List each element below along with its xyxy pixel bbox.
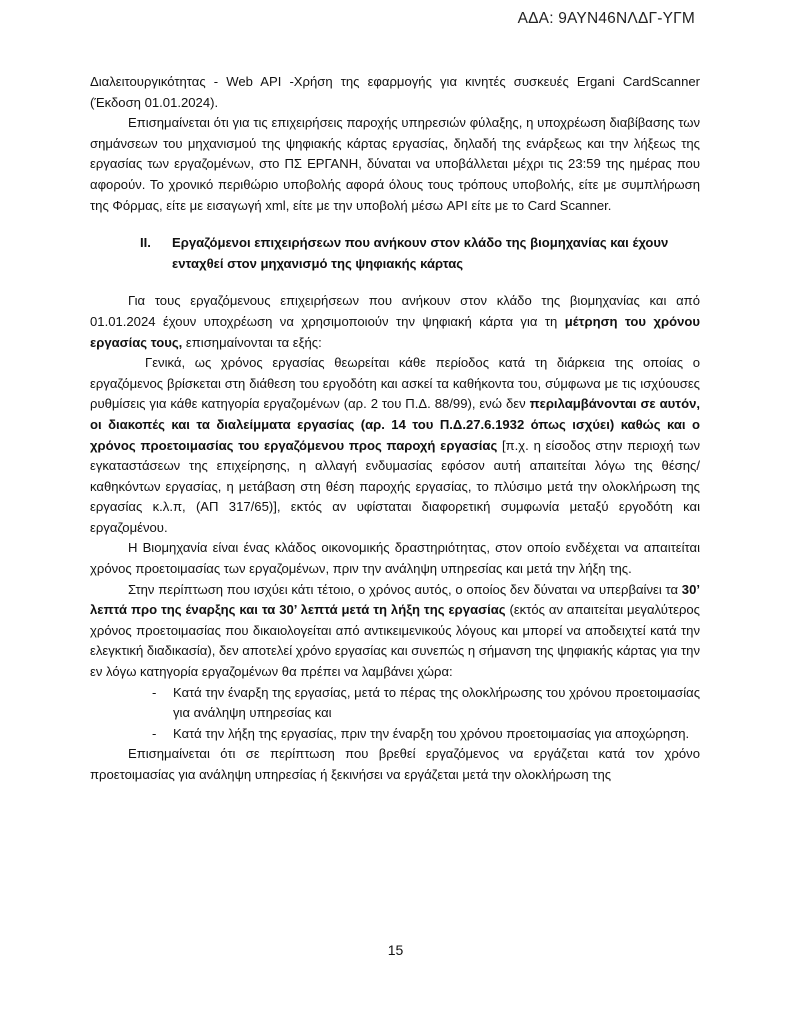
ada-code: ΑΔΑ: 9ΑΥΝ46ΝΛΔΓ-ΥΓΜ xyxy=(517,10,695,27)
paragraph: Η Βιομηχανία είναι ένας κλάδος οικονομικής δραστηριότητας, στον οποίο ενδέχεται να απαιτείται χρόνος προετοιμασίας των εργαζομένων, πριν την ανάληψη υπηρεσίας και μετά την λήξη της. xyxy=(90,540,700,577)
section-title: Εργαζόμενοι επιχειρήσεων που ανήκουν στον κλάδο της βιομηχανίας και έχουν ενταχθεί στον μηχανισμό της ψηφιακής κάρτας xyxy=(172,235,669,271)
paragraph: Διαλειτουργικότητας - Web API -Χρήση της εφαρμογής για κινητές συσκευές Ergani CardScanner (Έκδοση 01.01.2024). xyxy=(90,74,700,110)
list-item-text: Κατά την έναρξη της εργασίας, μετά το πέρας της ολοκλήρωσης του χρόνου προετοιμασίας για ανάληψη υπηρεσίας και xyxy=(173,684,700,721)
paragraph: Γενικά, ως χρόνος εργασίας θεωρείται κάθε περίοδος κατά τη διάρκεια της οποίας ο εργαζόμενος βρίσκεται στη διάθεση του εργοδότη και ασκεί τα καθήκοντα του, σύμφωνα με τις ισχύουσες ρυθμίσεις για κάθε κατηγορία εργαζομένων (αρ. 2 του Π.Δ. 88/99), ενώ δεν περιλαμβάνονται σε αυτόν, οι διακοπές και τα διαλείμματα εργασίας (αρ. 14 του Π.Δ.27.6.1932 όπως ισχύει) καθώς και ο χρόνος προετοιμασίας του εργαζόμενου προς παροχή εργασίας [π.χ. η είσοδος στην περιοχή των εγκαταστάσεων της επιχείρησης, η αλλαγή ενδυμασίας εφόσον αυτή απαιτείται λόγω της θέσης/καθηκόντων εργασίας, η μετάβαση στη θέση παροχής εργασίας, το πλύσιμο μετά την ολοκλήρωση της εργασίας κ.λ.π, (ΑΠ 317/65)], εκτός αν υφίσταται διαφορετική συμφωνία μεταξύ εργοδότη και εργαζομένου. xyxy=(90,355,701,535)
document-body xyxy=(90,72,700,786)
section-number: II. xyxy=(140,235,151,251)
bullet-dash: - xyxy=(152,684,157,700)
bullet-dash: - xyxy=(152,725,157,741)
paragraph: Επισημαίνεται ότι σε περίπτωση που βρεθεί εργαζόμενος να εργάζεται κατά τον χρόνο προετοιμασίας για ανάληψη υπηρεσίας ή ξεκινήσει να εργάζεται μετά την ολοκλήρωση της xyxy=(90,746,700,782)
list-item xyxy=(152,683,700,724)
list-item xyxy=(152,724,700,745)
paragraph: Επισημαίνεται ότι για τις επιχειρήσεις παροχής υπηρεσιών φύλαξης, η υποχρέωση διαβίβασης των σημάνσεων του μηχανισμού της ψηφιακής κάρτας εργασίας, δηλαδή της ενάρξεως και την λήξεως της εργασίας των εργαζομένων, στο ΠΣ ΕΡΓΑΝΗ, δύναται να υποβάλλεται μέχρι τις 23:59 της ημέρας που αφορούν. Το χρονικό περιθώριο υποβολής αφορά όλους τους τρόπους υποβολής, είτε με συμπλήρωση της Φόρμας, είτε με εισαγωγή xml, είτε με την υποβολή μέσω API είτε με το Card Scanner. xyxy=(90,115,700,213)
section-heading xyxy=(140,233,700,274)
paragraph: Για τους εργαζόμενους επιχειρήσεων που ανήκουν στον κλάδο της βιομηχανίας και από 01.01.2024 έχουν υποχρέωση να χρησιμοποιούν την ψηφιακή κάρτα για τη μέτρηση του χρόνου εργασίας τους, επισημαίνονται τα εξής: xyxy=(90,293,700,350)
list-item-text: Κατά την λήξη της εργασίας, πριν την έναρξη του χρόνου προετοιμασίας για αποχώρηση. xyxy=(173,725,690,741)
paragraph: Στην περίπτωση που ισχύει κάτι τέτοιο, ο χρόνος αυτός, ο οποίος δεν δύναται να υπερβαίνει τα 30’ λεπτά προ της έναρξης και τα 30’ λεπτά μετά τη λήξη της εργασίας (εκτός αν απαιτείται μεγαλύτερος χρόνος προετοιμασίας που δικαιολογείται από αντικειμενικούς λόγους και μπορεί να αποδειχτεί κατά την ελεγκτική διαδικασία), δεν αποτελεί χρόνο εργασίας και συνεπώς η σήμανση της ψηφιακής κάρτας για την εν λόγω κατηγορία εργαζομένων θα πρέπει να λαμβάνει χώρα: xyxy=(90,581,700,680)
page-number: 15 xyxy=(387,942,404,958)
